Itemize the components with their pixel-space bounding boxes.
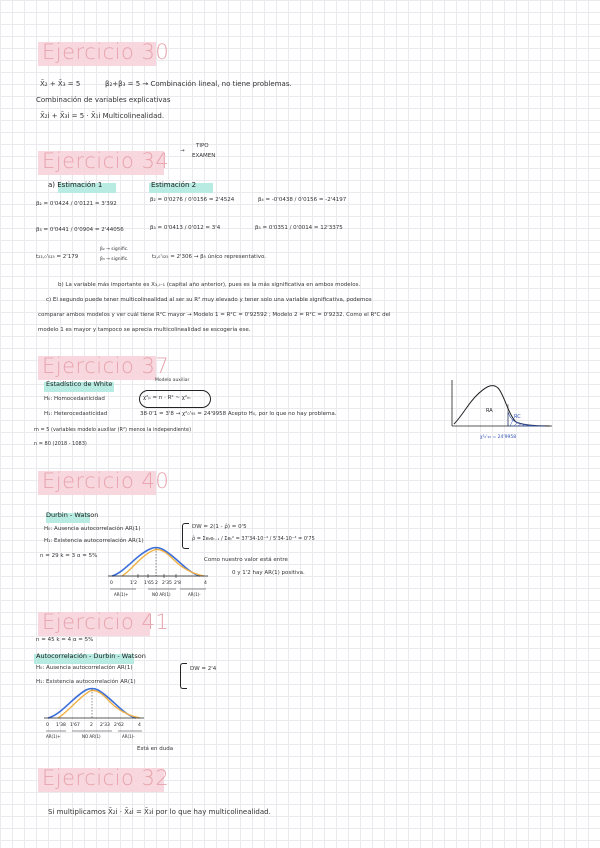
- b3-est1: β₃ = 0'0441 / 0'0904 = 2'44056: [36, 227, 124, 233]
- ej30-line1b: β₂+β₃ = 5 → Combinación lineal, no tiene problemas.: [105, 80, 292, 88]
- b4-est2: β₄ = -0'0438 / 0'0156 = -2'4197: [258, 197, 347, 203]
- tick-label: 2: [155, 581, 158, 586]
- est2-label: Estimación 2: [151, 181, 197, 189]
- ej40-comment1: Como nuestro valor está entre: [204, 557, 288, 563]
- ej30-line2: Combinación de variables explicativas: [36, 96, 171, 104]
- tick-label: 0: [110, 581, 113, 586]
- rc-label: RC: [514, 414, 521, 420]
- ej41-n: n = 45 k = 4 α = 5%: [36, 637, 94, 643]
- ej41-h0: H₀: Ausencia autocorrelación AR(1): [36, 665, 133, 671]
- dw-label: Durbin - Watson: [46, 511, 99, 519]
- t-est1: t₂₃,₀'₀₂₅ = 2'179: [36, 254, 79, 260]
- heading-ej34: Ejercicio 34: [42, 149, 170, 173]
- ej37-h0: H₀: Homocedasticidad: [44, 396, 105, 402]
- est1-label: a) Estimación 1: [48, 181, 103, 189]
- note-examen: EXAMEN: [192, 153, 216, 159]
- crit-label: χ²₀'₉₅ = 24'9958: [480, 435, 517, 440]
- tick-label: 4: [204, 581, 207, 586]
- ej40-h1: H₁: Existencia autocorrelación AR(1): [44, 538, 144, 544]
- ej34-p1: b) La variable más importante es X₃,ᵢ₋₁ (capital año anterior), pues es la más significativa en ambos modelos.: [58, 282, 361, 288]
- ej34-p3: comparar ambos modelos y ver cuál tiene R²C mayor → Modelo 1 = R²C = 0'92592 ; Modelo 2 = R²C = 0'9232. Como el R²C del: [38, 312, 391, 318]
- heading-ej40: Ejercicio 40: [42, 469, 170, 493]
- tick-label: 2'35: [162, 581, 172, 586]
- ej30-line1a: X̄₂ + X̄₃ = 5: [40, 80, 81, 88]
- heading-ej41: Ejercicio 41: [42, 610, 170, 634]
- ej41-dw: DW = 2'4: [190, 666, 217, 672]
- ej37-m: m = 5 (variables modelo auxiliar (R²) menos la independiente): [34, 427, 192, 433]
- ej40-rho: ρ̂ = Σeₜeₜ₋₁ / Σeₜ² = 37'34·10⁻⁴ / 5'34·10⁻⁴ = 0'75: [192, 536, 315, 542]
- ej37-n: n = 80 (2018 - 1083): [34, 441, 87, 447]
- b2-est1: β₂ = 0'0424 / 0'0121 = 3'392: [36, 201, 117, 207]
- t-est1-b: β₃ → signific.: [100, 257, 129, 262]
- white-label: Estadístico de White: [46, 380, 113, 388]
- ej41-h1: H₁: Existencia autocorrelación AR(1): [36, 679, 136, 685]
- region-label: AR(1)-: [122, 734, 135, 739]
- aux-model-label: Modelo auxiliar: [155, 378, 190, 383]
- region-label: NO AR(1): [152, 592, 171, 597]
- tick-label: 1'2: [130, 581, 137, 586]
- ej40-dw: DW = 2(1 - ρ̂) = 0'5: [192, 524, 247, 530]
- ej40-h0: H₀: Ausencia autocorrelación AR(1): [44, 526, 141, 532]
- dw-diagram-41: [38, 678, 148, 744]
- tick-label: 2'62: [114, 723, 124, 728]
- t-est2: t₂,₀'₀₂₅ = 2'306 → β₅ único representativo.: [152, 254, 267, 260]
- chi-square-diagram: [440, 374, 560, 446]
- ej34-p4: modelo 1 es mayor y tampoco se aprecia multicolinealidad se escogería ese.: [38, 327, 251, 333]
- heading-ej32: Ejercicio 32: [42, 766, 170, 790]
- ej32-line1: Si multiplicamos X̄₂i · X̄₄i = X̄₃i por lo que hay multicolinealidad.: [48, 808, 271, 816]
- note-arrow: →: [180, 148, 185, 154]
- region-label: NO AR(1): [82, 734, 101, 739]
- b2-est2: β₂ = 0'0276 / 0'0156 = 2'4524: [150, 197, 235, 203]
- ej37-calc: 38·0'1 = 3'8 → χ²₀'₉₅ = 24'9958 Acepto H₀, por lo que no hay problema.: [140, 411, 337, 417]
- brace: [180, 663, 187, 689]
- tick-label: 2'33: [100, 723, 110, 728]
- tick-label: 2: [90, 723, 93, 728]
- heading-ej30: Ejercicio 30: [42, 40, 170, 64]
- ej30-line3: X̄₂i + X̄₃i = 5 · X̄₁i Multicolinealidad.: [40, 112, 165, 120]
- ej37-eq: χ²ₚ = n · R² ~ χ²ₘ: [143, 395, 191, 401]
- ra-label: RA: [486, 408, 493, 414]
- dw-diagram-40: [100, 538, 216, 604]
- region-label: AR(1)+: [114, 592, 129, 597]
- ej41-conclusion: Está en duda: [137, 746, 174, 752]
- region-label: AR(1)+: [46, 734, 61, 739]
- b5-est2: β₅ = 0'0351 / 0'0014 = 12'3375: [255, 225, 343, 231]
- note-tipo: TIPO: [196, 143, 209, 149]
- b3-est2: β₃ = 0'0413 / 0'012 = 3'4: [150, 225, 221, 231]
- tick-label: 1'67: [70, 723, 80, 728]
- tick-label: 1'38: [56, 723, 66, 728]
- ej37-h1: H₁: Heterocedasticidad: [44, 411, 108, 417]
- ej40-comment2: 0 y 1'2 hay AR(1) positiva.: [232, 570, 305, 576]
- ej41-sub: Autocorrelación - Durbin - Watson: [36, 652, 146, 660]
- ej34-p2: c) El segundo puede tener multicolinealidad al ser su R² muy elevado y tener solo una variable significativa, podemos: [46, 297, 372, 303]
- region-label: AR(1)-: [188, 592, 201, 597]
- tick-label: 2'8: [174, 581, 181, 586]
- heading-ej37: Ejercicio 37: [42, 354, 170, 378]
- ej40-n: n = 29 k = 3 α = 5%: [40, 553, 98, 559]
- t-est1-a: β₂ → signific.: [100, 247, 129, 252]
- tick-label: 0: [46, 723, 49, 728]
- tick-label: 1'65: [144, 581, 154, 586]
- tick-label: 4: [138, 723, 141, 728]
